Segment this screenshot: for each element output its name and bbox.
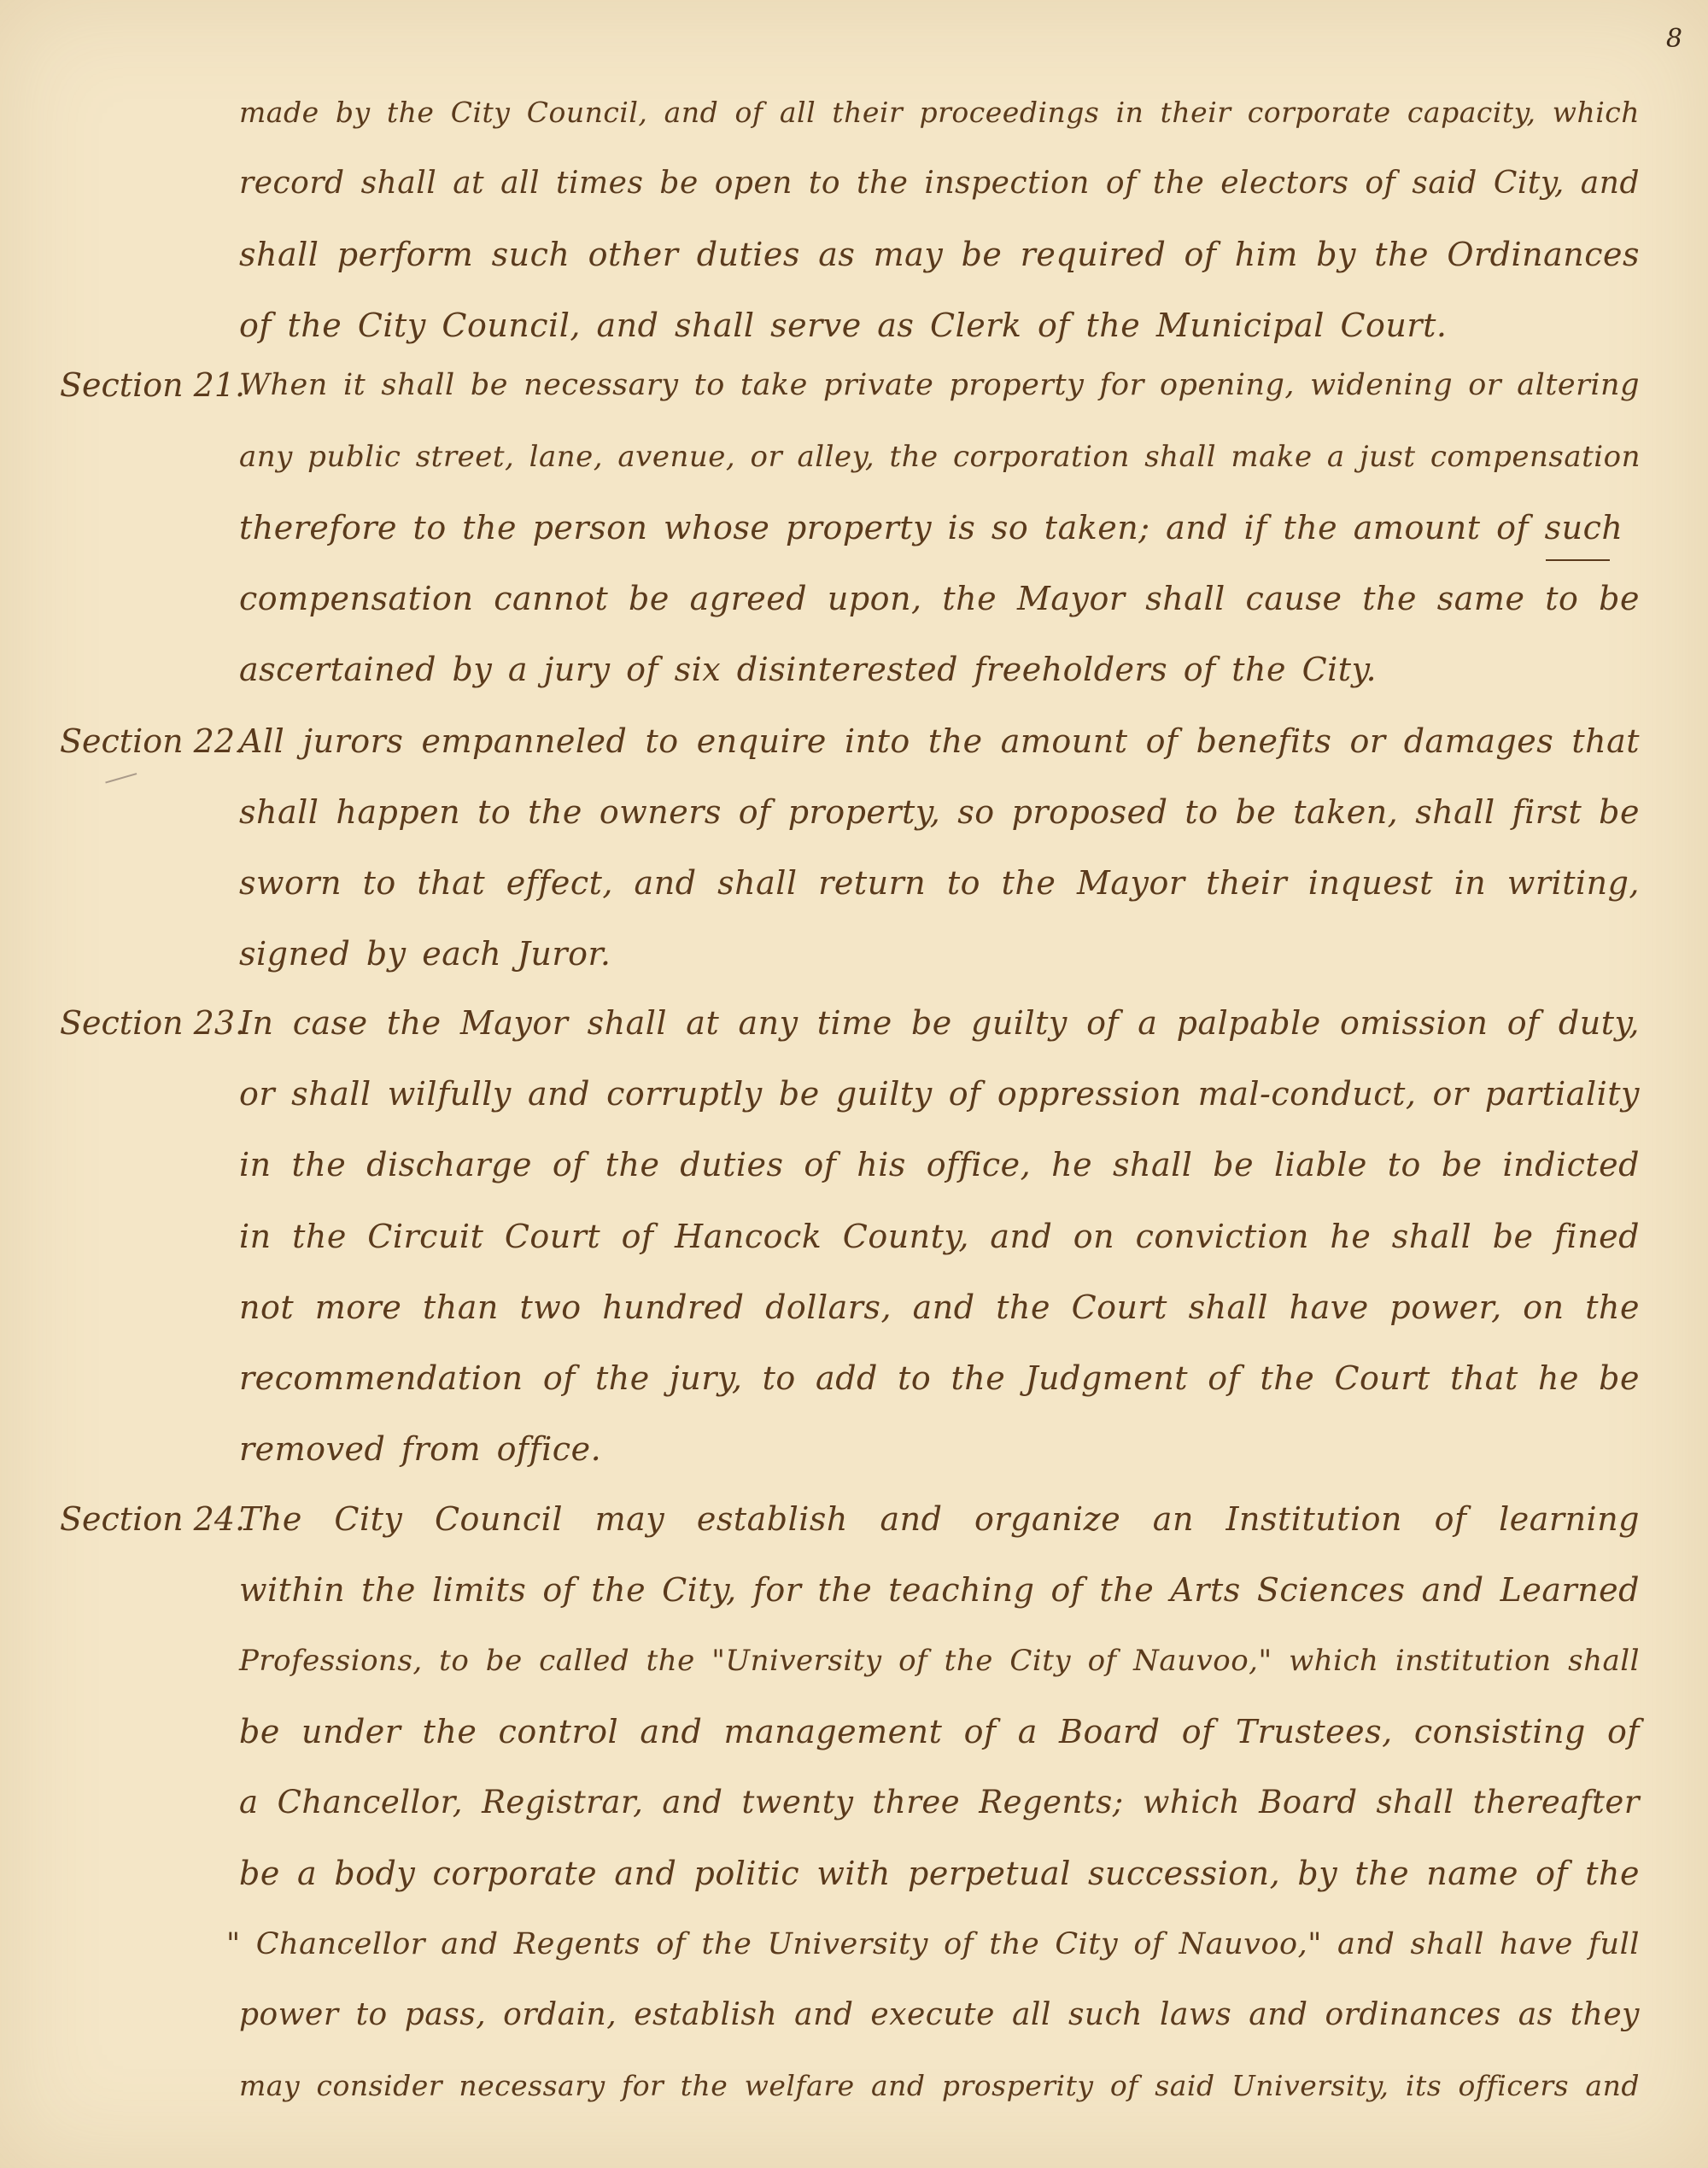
manuscript-line: made by the City Council, and of all their proceedings in their corporate capacity, which <box>239 96 1640 129</box>
manuscript-line: sworn to that effect, and shall return to the Mayor their inquest in writing, <box>239 864 1640 902</box>
manuscript-line: " Chancellor and Regents of the University of the City of Nauvoo," and shall have full <box>226 1927 1640 1961</box>
page-number: 8 <box>1665 24 1682 54</box>
manuscript-line: In case the Mayor shall at any time be guilty of a palpable omission of duty, <box>239 1004 1640 1042</box>
manuscript-line: shall happen to the owners of property, so proposed to be taken, shall first be <box>239 793 1640 831</box>
manuscript-line: compensation cannot be agreed upon, the Mayor shall cause the same to be <box>239 580 1640 617</box>
line-filler-dash <box>1546 559 1610 561</box>
section-label-21: Section 21. <box>60 366 246 404</box>
section-label-23: Section 23. <box>60 1004 246 1042</box>
manuscript-line: recommendation of the jury, to add to the Judgment of the Court that he be <box>239 1359 1640 1397</box>
manuscript-line: Professions, to be called the "University of the City of Nauvoo," which institution shall <box>239 1644 1640 1678</box>
manuscript-line: record shall at all times be open to the inspection of the electors of said City, and <box>239 166 1640 201</box>
manuscript-line: therefore to the person whose property is so taken; and if the amount of such <box>239 509 1623 546</box>
manuscript-line: power to pass, ordain, establish and execute all such laws and ordinances as they <box>239 1997 1640 2032</box>
manuscript-line: signed by each Juror. <box>239 935 611 973</box>
section-label-22: Section 22. <box>60 722 246 760</box>
manuscript-line: not more than two hundred dollars, and the Court shall have power, on the <box>239 1289 1640 1326</box>
manuscript-line: shall perform such other duties as may be required of him by the Ordinances <box>239 236 1640 273</box>
manuscript-line: may consider necessary for the welfare and prosperity of said University, its officers and <box>239 2069 1640 2102</box>
manuscript-line: be under the control and management of a Board of Trustees, consisting of <box>239 1713 1640 1750</box>
manuscript-line: be a body corporate and politic with perpetual succession, by the name of the <box>239 1855 1640 1892</box>
manuscript-line: ascertained by a jury of six disinterested freeholders of the City. <box>239 651 1378 688</box>
section-label-24: Section 24. <box>60 1500 246 1538</box>
manuscript-line: removed from office. <box>239 1430 602 1468</box>
manuscript-line: All jurors empanneled to enquire into the amount of benefits or damages that <box>239 722 1640 760</box>
manuscript-line: or shall wilfully and corruptly be guilty of oppression mal-conduct, or partiality <box>239 1075 1640 1113</box>
manuscript-line: The City Council may establish and organize an Institution of learning <box>239 1500 1640 1538</box>
pencil-mark <box>105 773 140 797</box>
manuscript-line: When it shall be necessary to take private property for opening, widening or altering <box>239 368 1640 402</box>
manuscript-line: in the discharge of the duties of his office, he shall be liable to be indicted <box>239 1146 1640 1183</box>
manuscript-line: within the limits of the City, for the teaching of the Arts Sciences and Learned <box>239 1571 1640 1609</box>
manuscript-line: any public street, lane, avenue, or alley, the corporation shall make a just compensation <box>239 440 1641 474</box>
manuscript-line: in the Circuit Court of Hancock County, and on conviction he shall be fined <box>239 1218 1640 1255</box>
manuscript-line: of the City Council, and shall serve as Clerk of the Municipal Court. <box>239 307 1448 344</box>
manuscript-line: a Chancellor, Registrar, and twenty three Regents; which Board shall thereafter <box>239 1784 1640 1820</box>
